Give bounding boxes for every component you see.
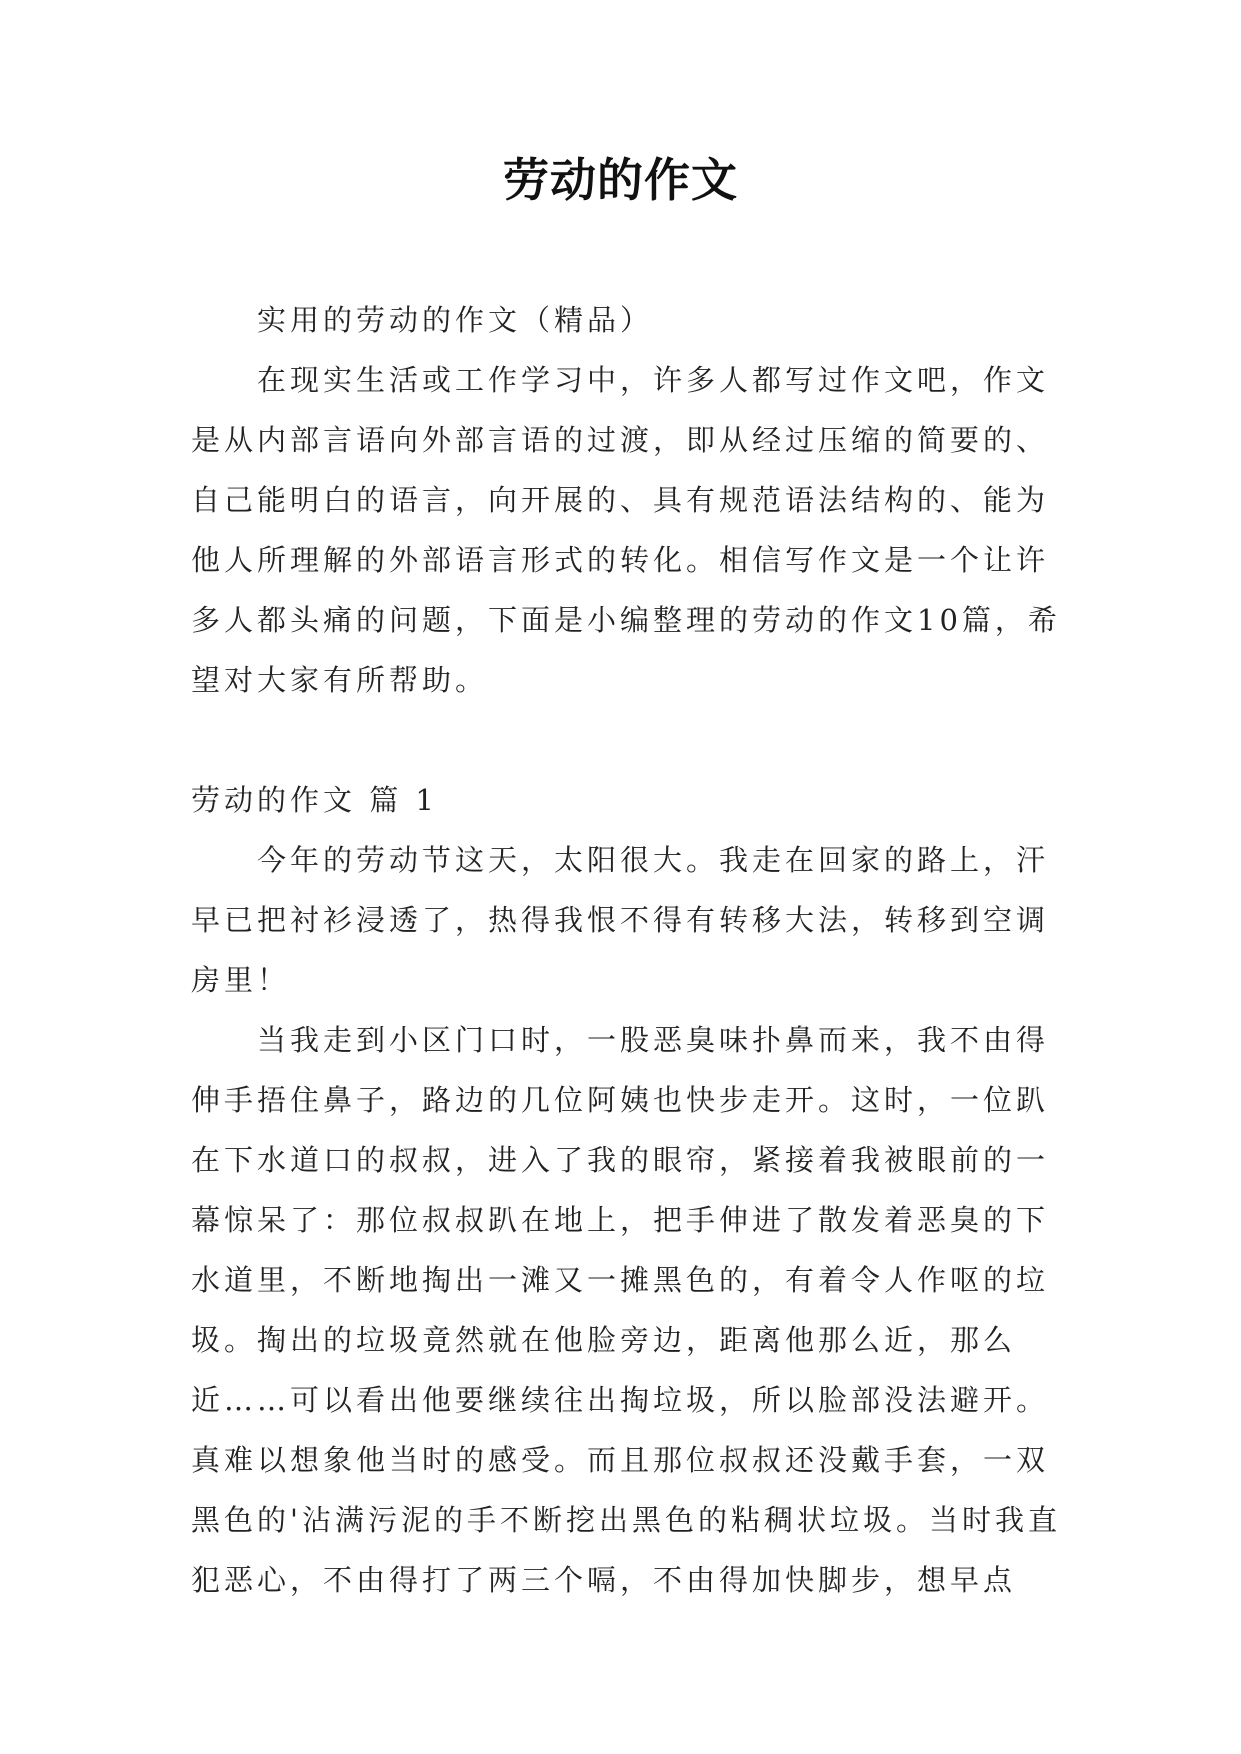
- section-heading: 劳动的作文 篇 1: [191, 783, 438, 817]
- document-title: 劳动的作文: [503, 153, 738, 207]
- document-body: [191, 290, 1066, 1610]
- document-subtitle: 实用的劳动的作文（精品）: [257, 303, 654, 337]
- body-paragraph: 当我走到小区门口时，一股恶臭味扑鼻而来，我不由得伸手捂住鼻子，路边的几位阿姨也快步走开。这时，一位趴在下水道口的叔叔，进入了我的眼帘，紧接着我被眼前的一幕惊呆了：那位叔叔趴在地上，把手伸进了散发着恶臭的下水道里，不断地掏出一滩又一摊黑色的，有着令人作呕的垃圾。掏出的垃圾竟然就在他脸旁边，距离他那么近，那么近……可以看出他要继续往出掏垃圾，所以脸部没法避开。真难以想象他当时的感受。而且那位叔叔还没戴手套，一双黑色的'沾满污泥的手不断挖出黑色的粘稠状垃圾。当时我直犯恶心，不由得打了两三个嗝，不由得加快脚步，想早点: [191, 1023, 1061, 1597]
- body-paragraph: 今年的劳动节这天，太阳很大。我走在回家的路上，汗早已把衬衫浸透了，热得我恨不得有转移大法，转移到空调房里！: [191, 843, 1050, 997]
- intro-paragraph: 在现实生活或工作学习中，许多人都写过作文吧，作文是从内部言语向外部言语的过渡，即从经过压缩的简要的、自己能明白的语言，向开展的、具有规范语法结构的、能为他人所理解的外部语言形式的转化。相信写作文是一个让许多人都头痛的问题，下面是小编整理的劳动的作文10篇，希望对大家有所帮助。: [191, 363, 1061, 697]
- section-spacer: [191, 710, 1066, 770]
